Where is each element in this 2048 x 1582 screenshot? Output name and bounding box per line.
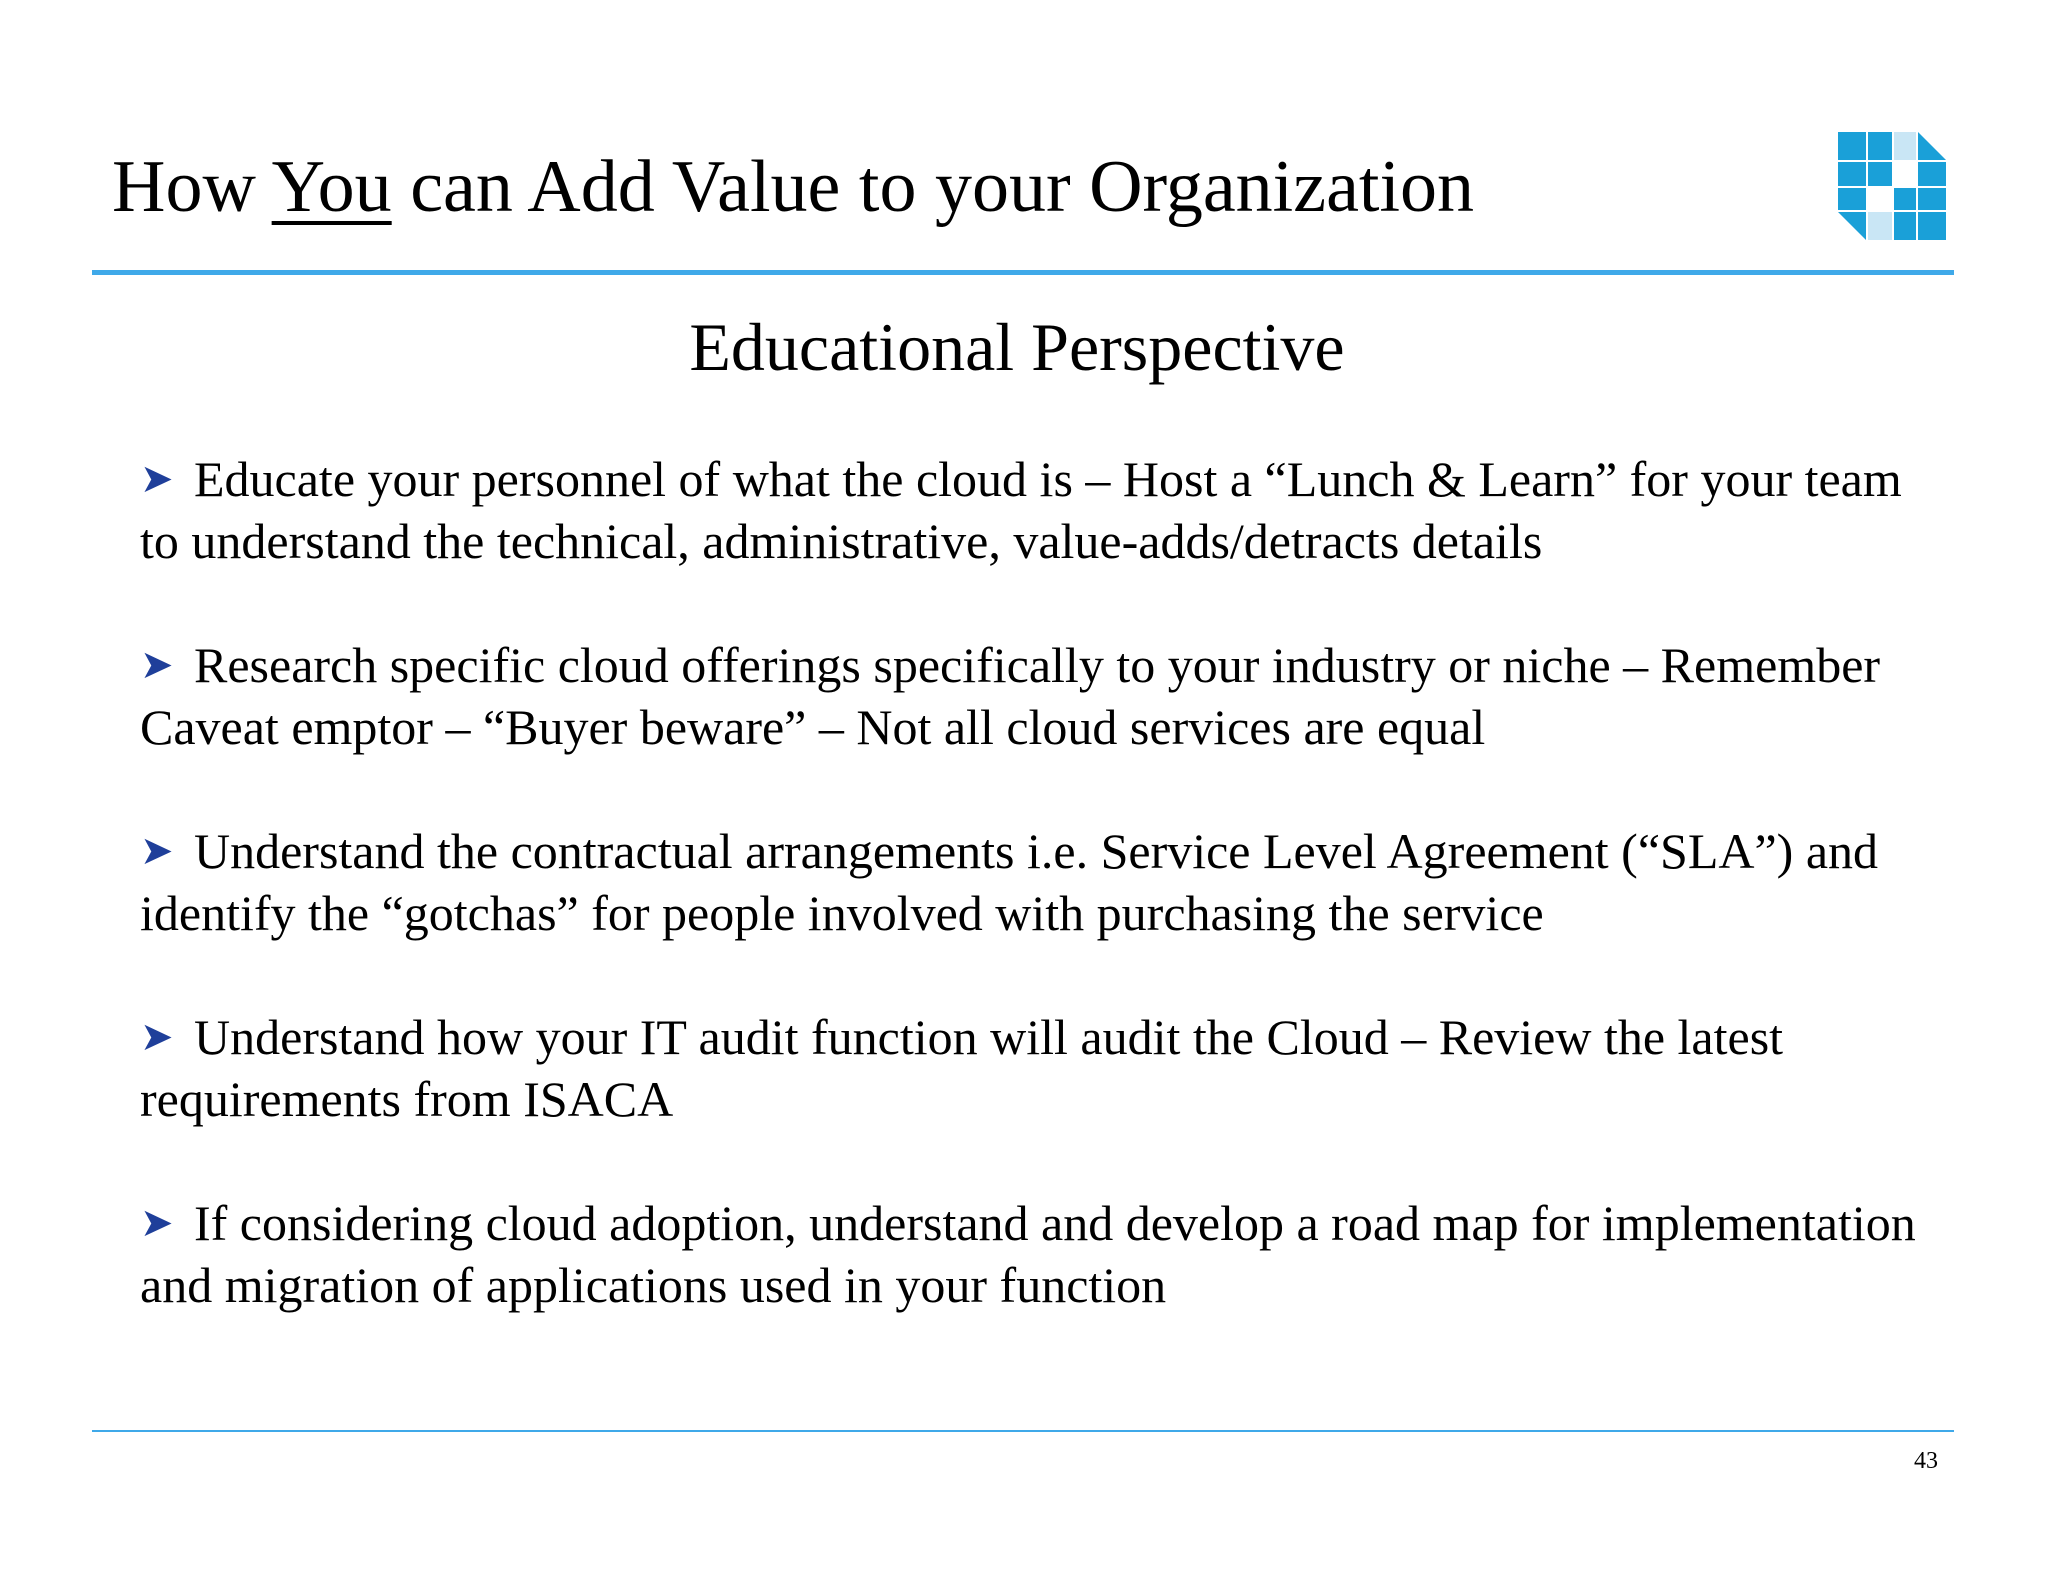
page-number: 43 xyxy=(1914,1448,1938,1474)
bullet-item xyxy=(140,820,1930,944)
section-subtitle: Educational Perspective xyxy=(689,309,1345,385)
title-prefix: How xyxy=(112,146,272,228)
footer-divider xyxy=(92,1430,1954,1432)
title-emphasis: You xyxy=(271,146,392,228)
bullet-text: Understand how your IT audit function will audit the Cloud – Review the latest requirements from ISACA xyxy=(140,1009,1784,1127)
bullet-list xyxy=(140,448,1930,1378)
bullet-item xyxy=(140,634,1930,758)
bullet-item xyxy=(140,1006,1930,1130)
slide-title xyxy=(112,142,1474,232)
bullet-text: If considering cloud adoption, understand and develop a road map for implementation and migration of applications used in your function xyxy=(140,1195,1916,1313)
title-divider xyxy=(92,270,1954,275)
arrowhead-bullet-icon: ➤ xyxy=(140,456,174,502)
title-suffix: can Add Value to your Organization xyxy=(391,146,1475,228)
bullet-item xyxy=(140,448,1930,572)
bullet-text: Research specific cloud offerings specifically to your industry or niche – Remember Caveat emptor – “Buyer beware” – Not all cloud services are equal xyxy=(140,637,1881,755)
blocks-logo-icon xyxy=(1838,132,1946,240)
bullet-text: Educate your personnel of what the cloud is – Host a “Lunch & Learn” for your team to understand the technical, administrative, value-adds/detracts details xyxy=(140,451,1902,569)
bullet-text: Understand the contractual arrangements i.e. Service Level Agreement (“SLA”) and identify the “gotchas” for people involved with purchasing the service xyxy=(140,823,1879,941)
arrowhead-bullet-icon: ➤ xyxy=(140,1200,174,1246)
bullet-item xyxy=(140,1192,1930,1316)
arrowhead-bullet-icon: ➤ xyxy=(140,1014,174,1060)
arrowhead-bullet-icon: ➤ xyxy=(140,642,174,688)
arrowhead-bullet-icon: ➤ xyxy=(140,828,174,874)
